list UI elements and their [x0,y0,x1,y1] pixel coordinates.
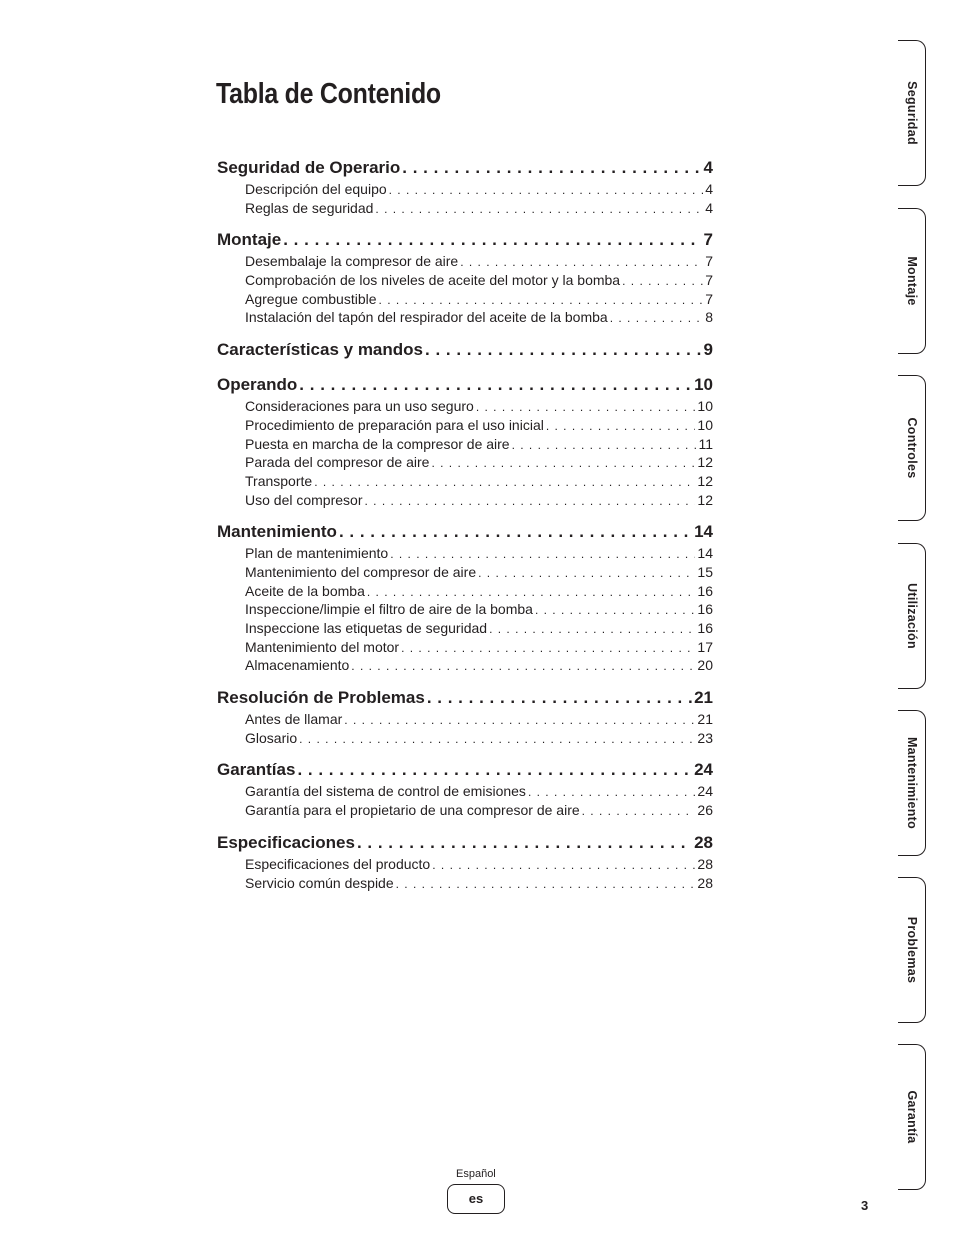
toc-page-number: 8 [705,309,713,326]
toc-entry-label: Operando [217,375,298,395]
toc-page-number: 11 [698,435,713,452]
toc-entry-label: Transporte [245,472,313,489]
toc-section [217,519,713,675]
toc-page-number: 28 [697,855,713,872]
toc-sub-entry[interactable] [217,638,713,657]
toc-sub-entry[interactable] [217,619,713,638]
toc-page-number: 21 [697,711,713,728]
toc-sub-entry[interactable] [217,397,713,416]
side-tab-utilizacion[interactable] [898,543,926,689]
toc-section [217,227,713,327]
toc-page-number: 23 [697,729,713,746]
page-title: Tabla de Contenido [216,78,441,110]
toc-page-number: 10 [694,375,713,395]
dot-leader [546,417,696,435]
dot-leader [283,227,701,252]
dot-leader [390,545,695,563]
page-number: 3 [861,1198,869,1213]
toc-page-number: 7 [705,272,713,289]
toc-sub-entry[interactable] [217,729,713,748]
dot-leader [401,639,695,657]
dot-leader [357,830,692,855]
toc-section [217,155,713,217]
side-tab-label: Garantía [904,1090,919,1144]
side-tab-label: Seguridad [904,81,919,145]
dot-leader [299,372,692,397]
toc-page-number: 7 [705,290,713,307]
toc-entry-label: Parada del compresor de aire [245,454,430,471]
toc-page-number: 14 [697,545,713,562]
toc-entry-label: Garantías [217,760,296,780]
toc-page-number: 26 [697,802,713,819]
toc-entry-label: Garantía del sistema de control de emisiones [245,783,526,800]
dot-leader [396,875,696,893]
toc-entry-label: Aceite de la bomba [245,582,365,599]
dot-leader [314,473,695,491]
side-tab-garantia[interactable] [898,1044,926,1190]
side-tab-problemas[interactable] [898,877,926,1023]
toc-sub-entry[interactable] [217,180,713,199]
dot-leader [389,181,704,199]
toc-entry-label: Inspeccione las etiquetas de seguridad [245,620,488,636]
toc-entry-label: Inspeccione/limpie el filtro de aire de la bomba [245,601,533,618]
toc-sub-entry[interactable] [217,710,713,729]
toc-page-number: 10 [697,398,713,415]
toc-entry-label: Comprobación de los niveles de aceite del motor y la bomba [245,272,621,289]
toc-page-number: 4 [703,158,713,177]
dot-leader [299,730,695,748]
toc-section [217,372,713,509]
toc-main-entry[interactable] [217,519,713,544]
toc-sub-entry[interactable] [217,544,713,563]
toc-sub-entry[interactable] [217,782,713,801]
toc-page-number: 17 [697,638,713,655]
table-of-contents [217,155,713,902]
toc-sub-entry[interactable] [217,453,713,472]
toc-entry-label: Montaje [217,230,282,250]
toc-sub-entry[interactable] [217,271,713,290]
toc-page-number: 16 [697,620,713,636]
toc-page-number: 15 [697,563,713,580]
toc-sub-entry[interactable] [217,435,713,454]
side-tab-seguridad[interactable] [898,40,926,186]
dot-leader [339,519,692,544]
toc-entry-label: Puesta en marcha de la compresor de aire [245,435,510,452]
side-tab-label: Mantenimiento [904,736,919,830]
language-label: Español [456,1168,496,1180]
dot-leader [367,583,696,601]
toc-entry-label: Descripción del equipo [245,181,387,197]
toc-section [217,830,713,892]
toc-entry-label: Mantenimiento [217,522,337,542]
dot-leader [489,620,695,638]
toc-entry-label: Antes de llamar [245,711,343,728]
toc-page-number: 21 [694,688,713,708]
toc-page-number: 10 [697,416,713,433]
dot-leader [432,856,695,874]
dot-leader [478,564,695,582]
toc-sub-entry[interactable] [217,472,713,491]
dot-leader [375,200,703,218]
dot-leader [379,291,704,309]
dot-leader [297,757,692,782]
toc-main-entry[interactable] [217,372,713,397]
dot-leader [610,309,704,327]
dot-leader [427,685,692,710]
toc-entry-label: Consideraciones para un uso seguro [245,398,474,415]
toc-main-entry[interactable] [217,757,713,782]
toc-page-number: 16 [697,601,713,618]
toc-sub-entry[interactable] [217,563,713,582]
dot-leader [351,657,695,675]
dot-leader [512,436,697,454]
toc-entry-label: Especificaciones del producto [245,855,431,872]
toc-page-number: 16 [697,582,713,599]
toc-entry-label: Desembalaje la compresor de aire [245,253,459,270]
toc-sub-entry[interactable] [217,656,713,675]
toc-entry-label: Mantenimiento del motor [245,638,400,655]
dot-leader [460,253,703,271]
toc-page-number: 28 [694,832,713,852]
toc-page-number: 4 [705,199,713,216]
side-tab-label: Problemas [904,916,919,984]
toc-sub-entry[interactable] [217,416,713,435]
toc-page-number: 20 [697,657,713,674]
toc-main-entry[interactable] [217,830,713,855]
language-badge: es [447,1184,505,1214]
dot-leader [431,454,695,472]
toc-sub-entry[interactable] [217,600,713,619]
toc-entry-label: Glosario [245,729,298,746]
toc-sub-entry[interactable] [217,855,713,874]
toc-entry-label: Especificaciones [217,832,355,852]
toc-page-number: 24 [694,760,713,780]
dot-leader [622,272,703,290]
toc-entry-label: Plan de mantenimiento [245,545,389,562]
toc-sub-entry[interactable] [217,874,713,893]
toc-entry-label: Procedimiento de preparación para el uso inicial [245,416,544,433]
toc-main-entry[interactable] [217,155,713,180]
side-tab-controles[interactable] [898,375,926,521]
toc-main-entry[interactable] [217,227,713,252]
toc-entry-label: Seguridad de Operario [217,158,401,177]
toc-page-number: 9 [703,340,713,360]
toc-sub-entry[interactable] [217,290,713,309]
toc-entry-label: Almacenamiento [245,657,350,674]
toc-sub-entry[interactable] [217,801,713,820]
toc-main-entry[interactable] [217,337,713,362]
toc-page-number: 28 [697,874,713,891]
dot-leader [344,711,695,729]
side-tab-mantenimiento[interactable] [898,710,926,856]
toc-entry-label: Instalación del tapón del respirador del aceite de la bomba [245,309,608,326]
toc-page-number: 7 [703,230,713,250]
toc-main-entry[interactable] [217,685,713,710]
toc-page-number: 12 [697,491,713,508]
dot-leader [476,398,696,416]
toc-sub-entry[interactable] [217,308,713,327]
dot-leader [535,601,695,619]
toc-sub-entry[interactable] [217,199,713,218]
dot-leader [365,492,696,510]
side-tab-label: Controles [904,417,919,479]
toc-entry-label: Uso del compresor [245,491,363,508]
side-tab-label: Utilización [904,583,919,649]
toc-page-number: 24 [697,783,713,800]
toc-sub-entry[interactable] [217,582,713,601]
toc-page-number: 12 [697,472,713,489]
toc-entry-label: Garantía para el propietario de una compresor de aire [245,802,580,819]
toc-page-number: 7 [705,253,713,270]
dot-leader [425,337,702,362]
toc-entry-label: Reglas de seguridad [245,199,374,216]
toc-page-number: 14 [694,522,713,542]
toc-page-number: 12 [697,454,713,471]
toc-entry-label: Agregue combustible [245,290,377,307]
dot-leader [528,783,695,801]
toc-sub-entry[interactable] [217,252,713,271]
dot-leader [402,155,701,180]
toc-entry-label: Resolución de Problemas [217,688,425,708]
side-tab-montaje[interactable] [898,208,926,354]
toc-page-number: 4 [705,181,713,197]
toc-sub-entry[interactable] [217,491,713,510]
toc-section [217,685,713,747]
toc-section [217,337,713,362]
toc-entry-label: Características y mandos [217,340,423,360]
toc-entry-label: Servicio común despide [245,874,394,891]
toc-entry-label: Mantenimiento del compresor de aire [245,563,477,580]
side-tab-label: Montaje [904,256,919,306]
toc-section [217,757,713,819]
dot-leader [582,802,696,820]
